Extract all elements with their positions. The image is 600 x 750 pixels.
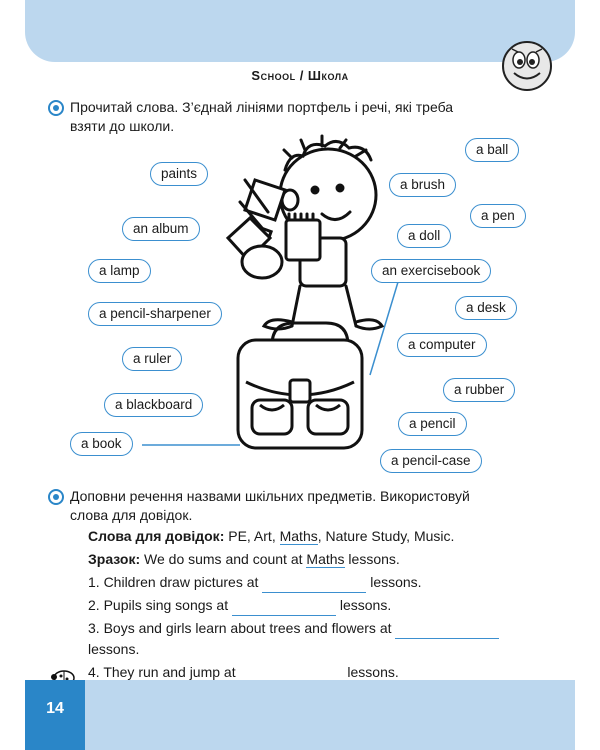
page-title: School / Школа <box>251 68 349 83</box>
sentence-text: 3. Boys and girls learn about trees and flowers at <box>88 620 392 636</box>
task1-line1: Прочитай слова. З’єднай лініями портфель і речі, які треба <box>70 99 454 115</box>
sentence-text: 4. They run and jump at <box>88 664 236 680</box>
sentence-end: lessons. <box>370 574 422 590</box>
task2-line1: Доповни речення назвами шкільних предметів. Використовуй <box>70 488 470 504</box>
word-blackboard[interactable]: a blackboard <box>104 393 203 417</box>
word-pencil-sharpener[interactable]: a pencil-sharpener <box>88 302 222 326</box>
sentence-2 <box>88 595 391 616</box>
reference-text-end: , Nature Study, Music. <box>317 528 455 544</box>
word-pen[interactable]: a pen <box>470 204 526 228</box>
word-exercisebook[interactable]: an exercisebook <box>371 259 491 283</box>
sentence-end: lessons. <box>339 597 392 613</box>
word-rubber[interactable]: a rubber <box>443 378 515 402</box>
school-bag-drawing <box>238 323 362 448</box>
reference-words <box>88 526 454 547</box>
word-book[interactable]: a book <box>70 432 133 456</box>
sentence-end: lessons. <box>88 641 140 657</box>
word-desk[interactable]: a desk <box>455 296 517 320</box>
sentence-text: 1. Children draw pictures at <box>88 574 259 590</box>
sentence-end: lessons. <box>347 664 399 680</box>
task2-line2: слова для довідок. <box>70 507 193 523</box>
example-maths: Maths <box>306 551 345 567</box>
page-number: 14 <box>25 680 85 750</box>
word-pencil[interactable]: a pencil <box>398 412 467 436</box>
sentence-text: 2. Pupils sing songs at <box>88 597 229 613</box>
word-lamp[interactable]: a lamp <box>88 259 151 283</box>
word-ruler[interactable]: a ruler <box>122 347 182 371</box>
sentence-3 <box>88 618 499 660</box>
reference-maths: Maths <box>279 528 318 544</box>
task2-instruction <box>70 487 470 525</box>
answer-blank[interactable] <box>395 622 499 639</box>
sentence-1 <box>88 572 422 593</box>
example-text-end: lessons. <box>344 551 400 567</box>
word-ball[interactable]: a ball <box>465 138 519 162</box>
answer-blank[interactable] <box>232 599 336 616</box>
footer-band <box>25 680 575 750</box>
word-computer[interactable]: a computer <box>397 333 487 357</box>
word-album[interactable]: an album <box>122 217 200 241</box>
reference-text: PE, Art, <box>224 528 280 544</box>
word-brush[interactable]: a brush <box>389 173 456 197</box>
task1-line2: взяти до школи. <box>70 118 175 134</box>
word-paints[interactable]: paints <box>150 162 208 186</box>
task-bullet-icon <box>48 489 64 505</box>
reference-label: Слова для довідок: <box>88 528 225 544</box>
example-sentence <box>88 549 400 570</box>
answer-blank[interactable] <box>262 576 366 593</box>
word-pencil-case[interactable]: a pencil-case <box>380 449 482 473</box>
boy-drawing <box>228 136 382 329</box>
example-label: Зразок: <box>88 551 141 567</box>
example-text: We do sums and count at <box>140 551 307 567</box>
word-doll[interactable]: a doll <box>397 224 451 248</box>
